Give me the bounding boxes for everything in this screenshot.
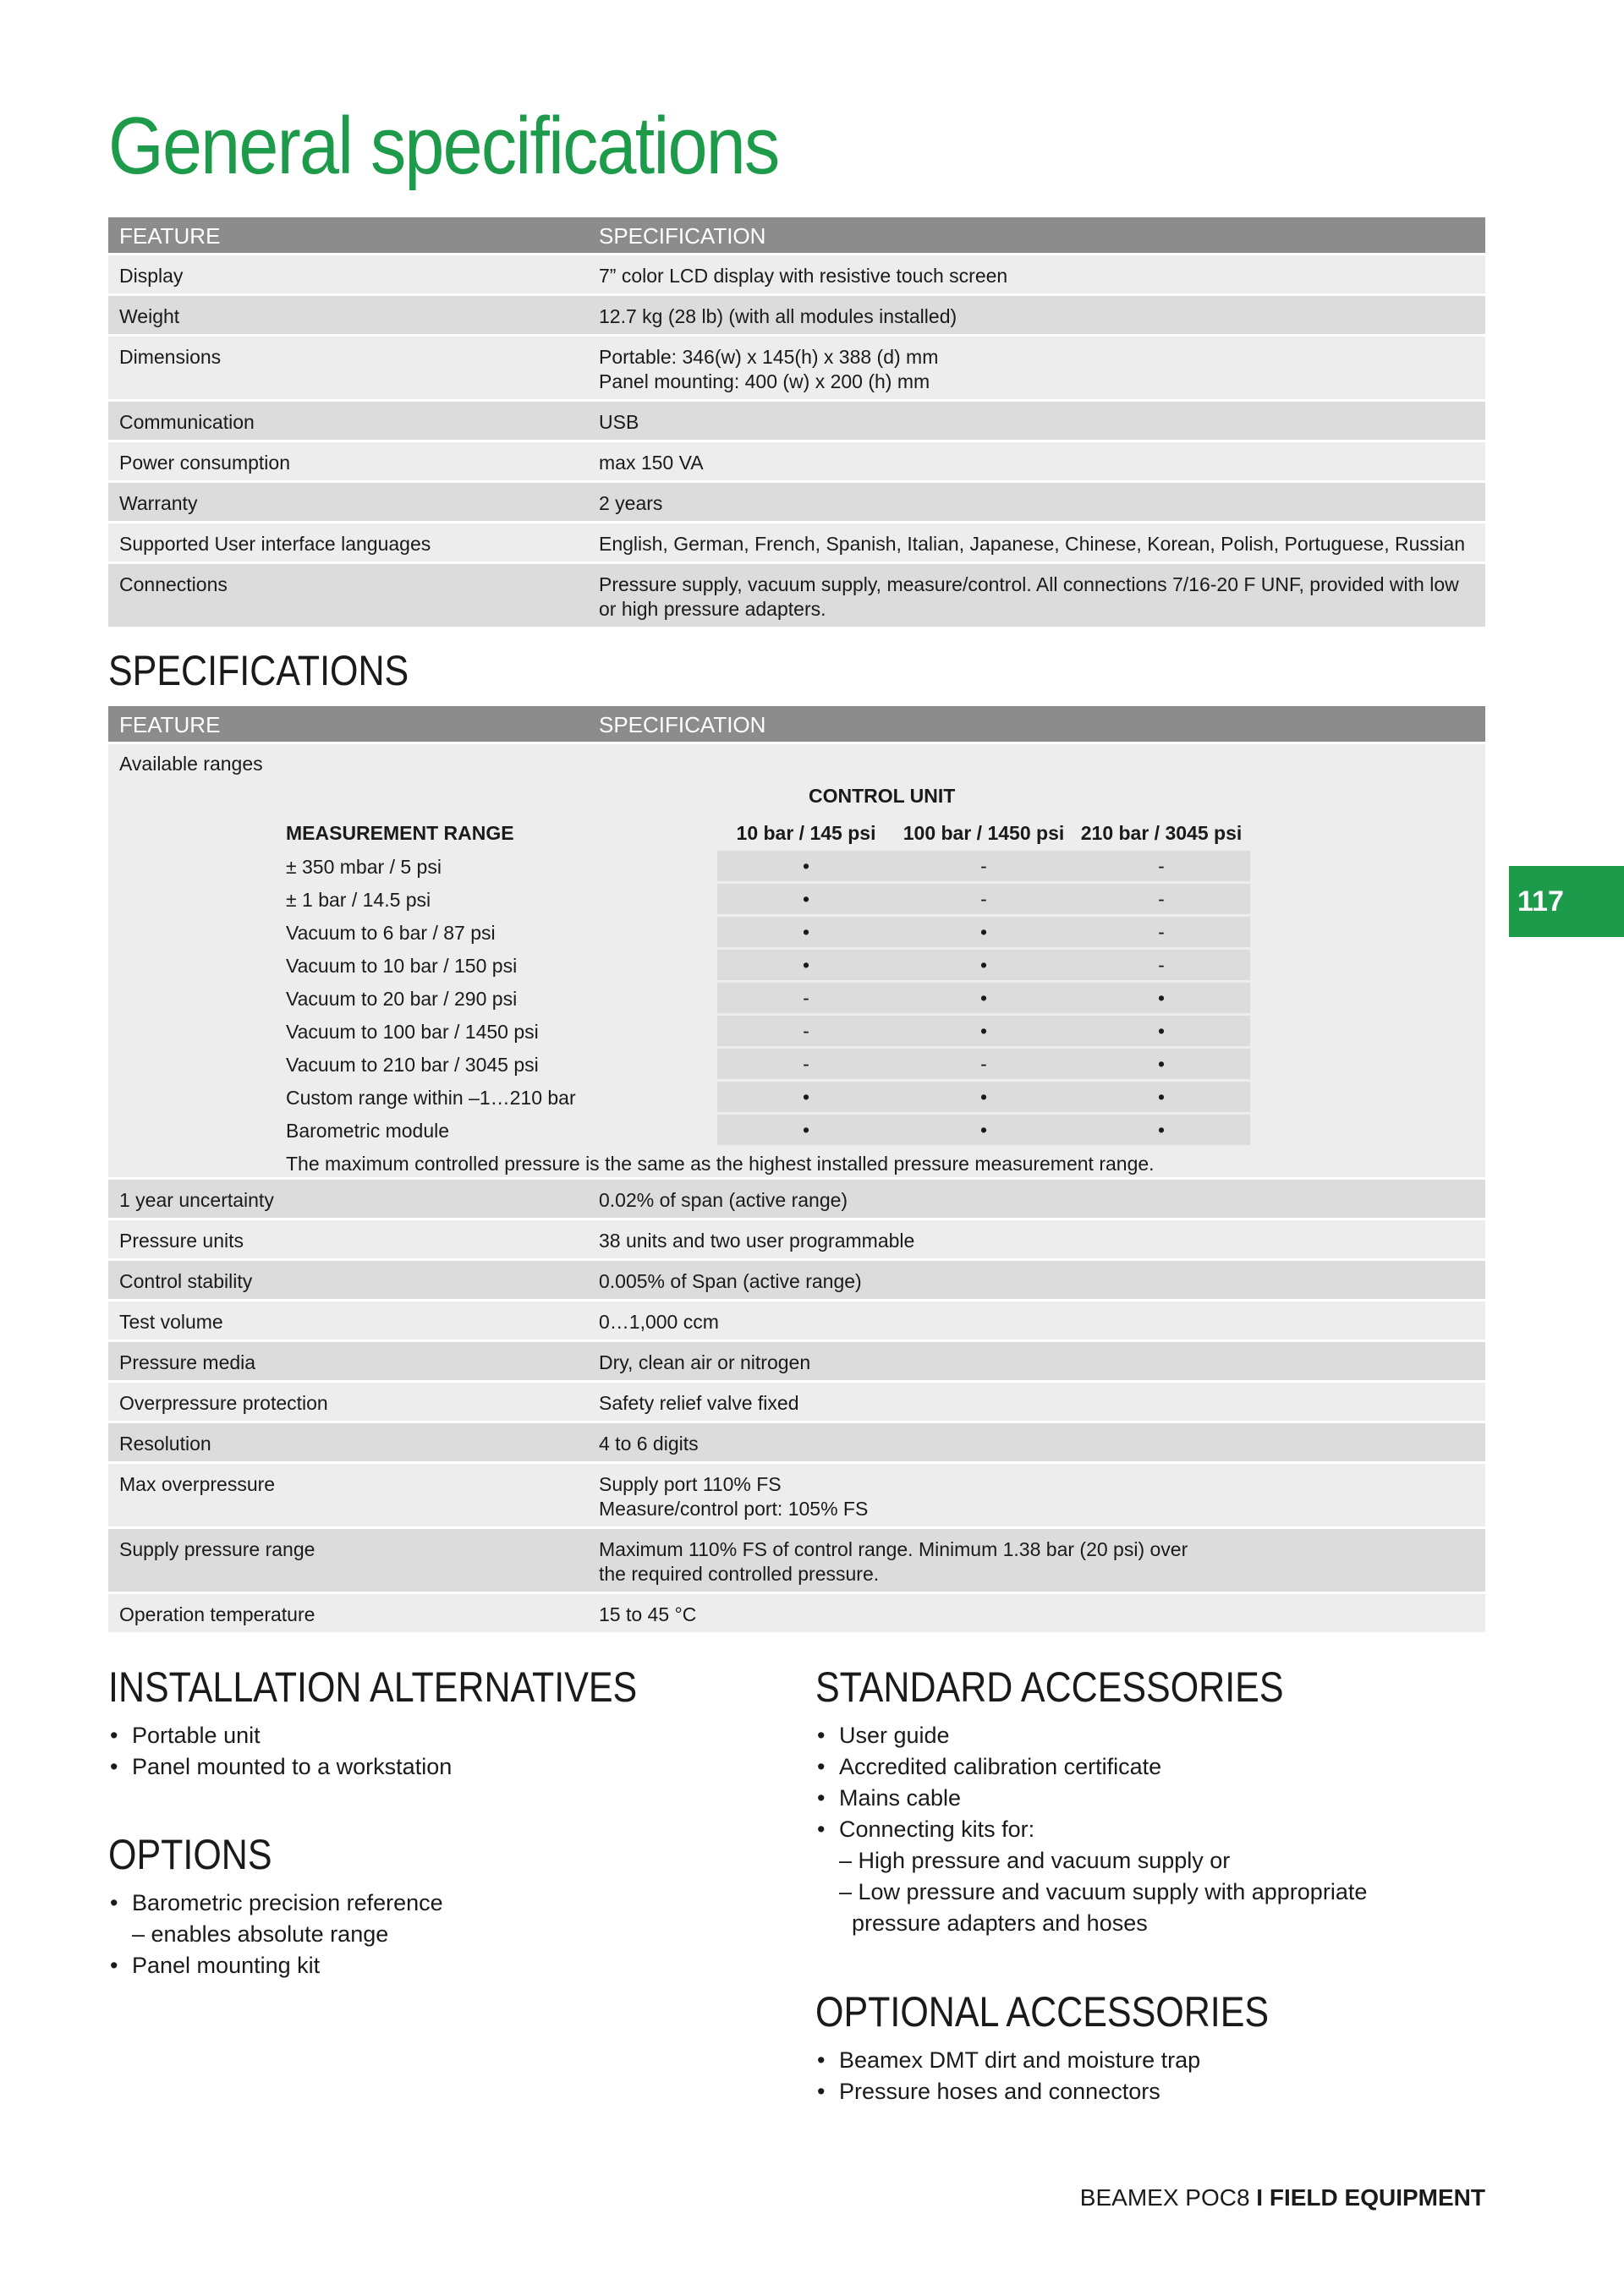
footer bbox=[1080, 2184, 1485, 2211]
footer-brand: BEAMEX POC8 bbox=[1079, 2184, 1250, 2211]
table-row bbox=[108, 1261, 1485, 1299]
range-availability-cell: • bbox=[895, 983, 1073, 1013]
specification-line: 4 to 6 digits bbox=[599, 1433, 699, 1455]
feature-cell: Resolution bbox=[119, 1433, 211, 1455]
standard-accessories-heading: STANDARD ACCESSORIES bbox=[815, 1663, 1284, 1711]
range-availability-cell: - bbox=[1073, 917, 1250, 947]
range-availability-cell: • bbox=[1073, 1016, 1250, 1046]
table-row bbox=[108, 1342, 1485, 1380]
specification-cell bbox=[594, 1594, 1485, 1632]
range-availability-cell: - bbox=[1073, 851, 1250, 881]
specification-line: the required controlled pressure. bbox=[599, 1563, 880, 1585]
range-label: Barometric module bbox=[286, 1120, 450, 1142]
feature-cell: Connections bbox=[119, 573, 228, 595]
range-availability-cell: - bbox=[717, 1049, 895, 1079]
header-feature: FEATURE bbox=[119, 223, 221, 249]
specification-cell bbox=[594, 337, 1485, 399]
feature-cell: Supported User interface languages bbox=[119, 533, 431, 555]
list-item: – Low pressure and vacuum supply with appropriate bbox=[839, 1879, 1368, 1904]
range-availability-cell: • bbox=[717, 1115, 895, 1145]
table-row bbox=[108, 483, 1485, 521]
page-number-badge: 117 bbox=[1509, 866, 1624, 937]
range-availability-cell: - bbox=[895, 1049, 1073, 1079]
specification-line: 0.02% of span (active range) bbox=[599, 1189, 848, 1211]
specification-line: Pressure supply, vacuum supply, measure/control. All connections 7/16-20 F UNF, provided with low bbox=[599, 573, 1459, 595]
specification-cell bbox=[594, 255, 1485, 293]
range-availability-cell: • bbox=[895, 1115, 1073, 1145]
specification-line: Measure/control port: 105% FS bbox=[599, 1498, 869, 1520]
table-row bbox=[108, 1383, 1485, 1421]
specification-cell bbox=[594, 564, 1485, 627]
column-header-10bar: 10 bar / 145 psi bbox=[736, 822, 876, 844]
range-row bbox=[108, 1016, 1166, 1046]
feature-cell: Warranty bbox=[119, 492, 198, 514]
footer-section: FIELD EQUIPMENT bbox=[1269, 2184, 1485, 2211]
specification-line: 15 to 45 °C bbox=[599, 1603, 697, 1625]
feature-cell: Operation temperature bbox=[119, 1603, 315, 1625]
feature-cell: Control stability bbox=[119, 1270, 253, 1292]
range-row bbox=[108, 851, 1165, 881]
range-label: ± 1 bar / 14.5 psi bbox=[286, 889, 431, 911]
specification-cell bbox=[594, 1180, 1485, 1218]
range-availability-cell: - bbox=[1073, 950, 1250, 980]
specification-cell bbox=[594, 1301, 1485, 1340]
specification-cell bbox=[594, 1529, 1485, 1592]
specification-line: USB bbox=[599, 411, 639, 433]
specification-line: Portable: 346(w) x 145(h) x 388 (d) mm bbox=[599, 346, 939, 368]
table-row bbox=[108, 337, 1485, 399]
range-label: Vacuum to 10 bar / 150 psi bbox=[286, 955, 518, 977]
range-label: Vacuum to 210 bar / 3045 psi bbox=[286, 1054, 539, 1076]
range-availability-cell: • bbox=[895, 1016, 1073, 1046]
range-availability-cell: • bbox=[717, 1082, 895, 1112]
list-item: • User guide bbox=[815, 1720, 1367, 1751]
range-availability-cell: - bbox=[895, 884, 1073, 914]
specification-line: Supply port 110% FS bbox=[599, 1473, 782, 1495]
specifications-heading: SPECIFICATIONS bbox=[108, 647, 409, 694]
range-availability-cell: - bbox=[895, 851, 1073, 881]
range-row bbox=[108, 950, 1165, 980]
range-availability-cell: • bbox=[717, 884, 895, 914]
feature-cell: Supply pressure range bbox=[119, 1538, 315, 1560]
feature-cell: Test volume bbox=[119, 1311, 223, 1333]
specification-cell bbox=[594, 1342, 1485, 1380]
feature-cell: Communication bbox=[119, 411, 255, 433]
column-header-100bar: 100 bar / 1450 psi bbox=[903, 822, 1065, 844]
measurement-range-label: MEASUREMENT RANGE bbox=[286, 822, 514, 844]
range-row bbox=[108, 1082, 1166, 1112]
feature-cell: Pressure media bbox=[119, 1351, 256, 1373]
range-availability-cell: • bbox=[895, 950, 1073, 980]
options-heading: OPTIONS bbox=[108, 1831, 272, 1878]
specification-line: 7” color LCD display with resistive touch screen bbox=[599, 265, 1008, 287]
feature-cell: Pressure units bbox=[119, 1230, 244, 1252]
specification-cell bbox=[594, 483, 1485, 521]
feature-cell: Display bbox=[119, 265, 184, 287]
table-header bbox=[108, 217, 1485, 253]
list-item: pressure adapters and hoses bbox=[839, 1910, 1148, 1936]
table-row bbox=[108, 1423, 1485, 1461]
specification-cell bbox=[594, 1464, 1485, 1526]
header-specification: SPECIFICATION bbox=[599, 712, 766, 737]
specifications-table bbox=[108, 706, 1485, 1635]
specification-line: 0.005% of Span (active range) bbox=[599, 1270, 862, 1292]
range-availability-cell: - bbox=[1073, 884, 1250, 914]
range-availability-cell: • bbox=[717, 851, 895, 881]
specification-line: max 150 VA bbox=[599, 452, 704, 474]
specification-line: 2 years bbox=[599, 492, 663, 514]
control-unit-label: CONTROL UNIT bbox=[809, 785, 956, 807]
specification-line: Dry, clean air or nitrogen bbox=[599, 1351, 811, 1373]
specification-cell bbox=[594, 442, 1485, 480]
specification-cell bbox=[594, 523, 1485, 562]
range-availability-cell: - bbox=[717, 1016, 895, 1046]
range-row bbox=[108, 983, 1166, 1013]
table-row bbox=[108, 1220, 1485, 1258]
range-availability-cell: • bbox=[717, 917, 895, 947]
table-row bbox=[108, 1529, 1485, 1592]
table-row bbox=[108, 255, 1485, 293]
list-item: • Panel mounting kit bbox=[108, 1950, 443, 1981]
options-list bbox=[108, 1888, 443, 1981]
specification-line: 38 units and two user programmable bbox=[599, 1230, 915, 1252]
list-item: • Barometric precision reference bbox=[108, 1888, 443, 1919]
general-specifications-table bbox=[108, 217, 1485, 629]
header-specification: SPECIFICATION bbox=[599, 223, 766, 249]
optional-accessories-heading: OPTIONAL ACCESSORIES bbox=[815, 1988, 1270, 2036]
range-availability-cell: • bbox=[1073, 983, 1250, 1013]
table-row bbox=[108, 1180, 1485, 1218]
list-item: – High pressure and vacuum supply or bbox=[839, 1848, 1231, 1873]
table-header bbox=[108, 706, 1485, 742]
specification-cell bbox=[594, 1261, 1485, 1299]
specification-line: 0…1,000 ccm bbox=[599, 1311, 719, 1333]
range-availability-cell: - bbox=[717, 983, 895, 1013]
range-row bbox=[108, 917, 1165, 947]
feature-cell: Overpressure protection bbox=[119, 1392, 328, 1414]
list-item: • Connecting kits for: bbox=[815, 1814, 1367, 1845]
page-title: General specifications bbox=[108, 101, 779, 191]
table-row bbox=[108, 523, 1485, 562]
table-row bbox=[108, 442, 1485, 480]
specification-line: English, German, French, Spanish, Italian, Japanese, Chinese, Korean, Polish, Portuguese, Russian bbox=[599, 533, 1466, 555]
list-item: • Portable unit bbox=[108, 1720, 452, 1751]
list-item: • Beamex DMT dirt and moisture trap bbox=[815, 2045, 1200, 2076]
installation-heading: INSTALLATION ALTERNATIVES bbox=[108, 1663, 638, 1711]
list-item: – enables absolute range bbox=[132, 1921, 389, 1947]
feature-cell: Max overpressure bbox=[119, 1473, 276, 1495]
column-header-210bar: 210 bar / 3045 psi bbox=[1080, 822, 1243, 844]
available-ranges-block bbox=[108, 744, 1485, 1177]
specification-line: Safety relief valve fixed bbox=[599, 1392, 799, 1414]
specification-line: 12.7 kg (28 lb) (with all modules installed) bbox=[599, 305, 957, 327]
list-item: • Pressure hoses and connectors bbox=[815, 2076, 1200, 2107]
range-label: ± 350 mbar / 5 psi bbox=[286, 856, 442, 878]
specification-cell bbox=[594, 1383, 1485, 1421]
range-availability-cell: • bbox=[717, 950, 895, 980]
table-row bbox=[108, 402, 1485, 440]
feature-cell: Weight bbox=[119, 305, 180, 327]
feature-cell: 1 year uncertainty bbox=[119, 1189, 274, 1211]
specification-cell bbox=[594, 402, 1485, 440]
range-label: Vacuum to 100 bar / 1450 psi bbox=[286, 1021, 539, 1043]
table-row bbox=[108, 1301, 1485, 1340]
list-item: • Accredited calibration certificate bbox=[815, 1751, 1367, 1783]
range-availability-cell: • bbox=[1073, 1115, 1250, 1145]
standard-accessories-list bbox=[815, 1720, 1367, 1939]
header-feature: FEATURE bbox=[119, 712, 221, 737]
range-availability-cell: • bbox=[895, 917, 1073, 947]
range-row bbox=[108, 1049, 1166, 1079]
table-row bbox=[108, 1464, 1485, 1526]
specification-cell bbox=[594, 296, 1485, 334]
range-availability-cell: • bbox=[1073, 1049, 1250, 1079]
specification-cell bbox=[594, 1220, 1485, 1258]
table-row bbox=[108, 564, 1485, 627]
feature-cell: Dimensions bbox=[119, 346, 222, 368]
specification-cell bbox=[594, 1423, 1485, 1461]
table-row bbox=[108, 1594, 1485, 1632]
specification-line: Panel mounting: 400 (w) x 200 (h) mm bbox=[599, 370, 930, 392]
list-item: • Mains cable bbox=[815, 1783, 1367, 1814]
feature-cell: Power consumption bbox=[119, 452, 290, 474]
optional-accessories-list bbox=[815, 2045, 1200, 2107]
installation-list bbox=[108, 1720, 452, 1783]
range-availability-cell: • bbox=[1073, 1082, 1250, 1112]
specification-line: or high pressure adapters. bbox=[599, 598, 826, 620]
range-availability-cell: • bbox=[895, 1082, 1073, 1112]
specification-line: Maximum 110% FS of control range. Minimum 1.38 bar (20 psi) over bbox=[599, 1538, 1188, 1560]
ranges-note: The maximum controlled pressure is the same as the highest installed pressure measurement range. bbox=[286, 1153, 1155, 1175]
range-row bbox=[108, 884, 1165, 914]
range-label: Custom range within –1…210 bar bbox=[286, 1087, 576, 1109]
table-row bbox=[108, 296, 1485, 334]
footer-separator: I bbox=[1249, 2184, 1270, 2211]
range-row bbox=[108, 1115, 1166, 1145]
range-label: Vacuum to 20 bar / 290 psi bbox=[286, 988, 518, 1010]
ranges-feature-label: Available ranges bbox=[119, 753, 263, 775]
range-label: Vacuum to 6 bar / 87 psi bbox=[286, 922, 496, 944]
list-item: • Panel mounted to a workstation bbox=[108, 1751, 452, 1783]
